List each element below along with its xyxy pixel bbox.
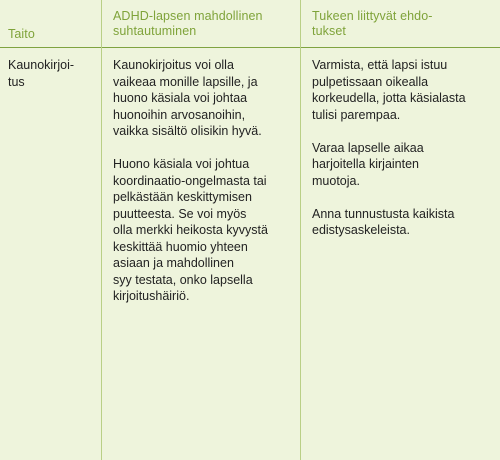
reaction-paragraph	[113, 57, 299, 140]
text-line: kirjoitushäiriö.	[113, 289, 190, 303]
skill-line: tus	[8, 74, 25, 89]
text-line: korkeudella, jotta käsialasta	[312, 91, 466, 105]
support-paragraph	[312, 206, 492, 239]
header-reaction-line: suhtautuminen	[113, 24, 197, 38]
text-line: pulpetissaan oikealla	[312, 74, 429, 89]
column-divider	[300, 0, 301, 460]
support-paragraph	[312, 140, 492, 190]
text-line: huono käsiala voi johtaa	[113, 91, 248, 105]
text-line: muotoja.	[312, 173, 360, 188]
header-reaction-line: ADHD-lapsen mahdollinen	[113, 9, 263, 23]
text-line: huonoihin arvosanoihin,	[113, 107, 246, 122]
support-cell	[312, 57, 492, 239]
text-line: harjoitella kirjainten	[312, 157, 420, 171]
text-line: vaikeaa monille lapsille, ja	[113, 74, 258, 89]
support-paragraph	[312, 57, 492, 123]
text-line: Kaunokirjoitus voi olla	[113, 58, 234, 72]
text-line: Varaa lapselle aikaa	[312, 140, 424, 155]
header-skill-line: Taito	[8, 27, 35, 41]
text-line: asiaan ja mahdollinen	[113, 256, 234, 270]
text-line: koordinaatio-ongelmasta tai	[113, 173, 267, 188]
text-line: keskittää huomio yhteen	[113, 239, 248, 254]
text-line: pelkästään keskittymisen	[113, 190, 252, 204]
text-line: Huono käsiala voi johtua	[113, 157, 250, 171]
text-line: vaikka sisältö olisikin hyvä.	[113, 124, 262, 138]
header-support	[312, 9, 494, 39]
text-line: puutteesta. Se voi myös	[113, 206, 247, 221]
header-skill	[8, 27, 98, 42]
text-line: tulisi parempaa.	[312, 107, 401, 122]
text-line: syy testata, onko lapsella	[113, 272, 253, 287]
header-support-line: Tukeen liittyvät ehdo-	[312, 9, 433, 23]
skill-cell	[8, 57, 98, 90]
reaction-cell	[113, 57, 299, 305]
text-line: Anna tunnustusta kaikista	[312, 206, 455, 221]
header-reaction	[113, 9, 297, 39]
reaction-paragraph	[113, 156, 299, 305]
text-line: edistysaskeleista.	[312, 223, 410, 237]
skill-line: Kaunokirjoi-	[8, 58, 75, 72]
column-divider	[101, 0, 102, 460]
text-line: Varmista, että lapsi istuu	[312, 58, 448, 72]
text-line: olla merkki heikosta kyvystä	[113, 223, 268, 237]
header-support-line: tukset	[312, 24, 346, 38]
